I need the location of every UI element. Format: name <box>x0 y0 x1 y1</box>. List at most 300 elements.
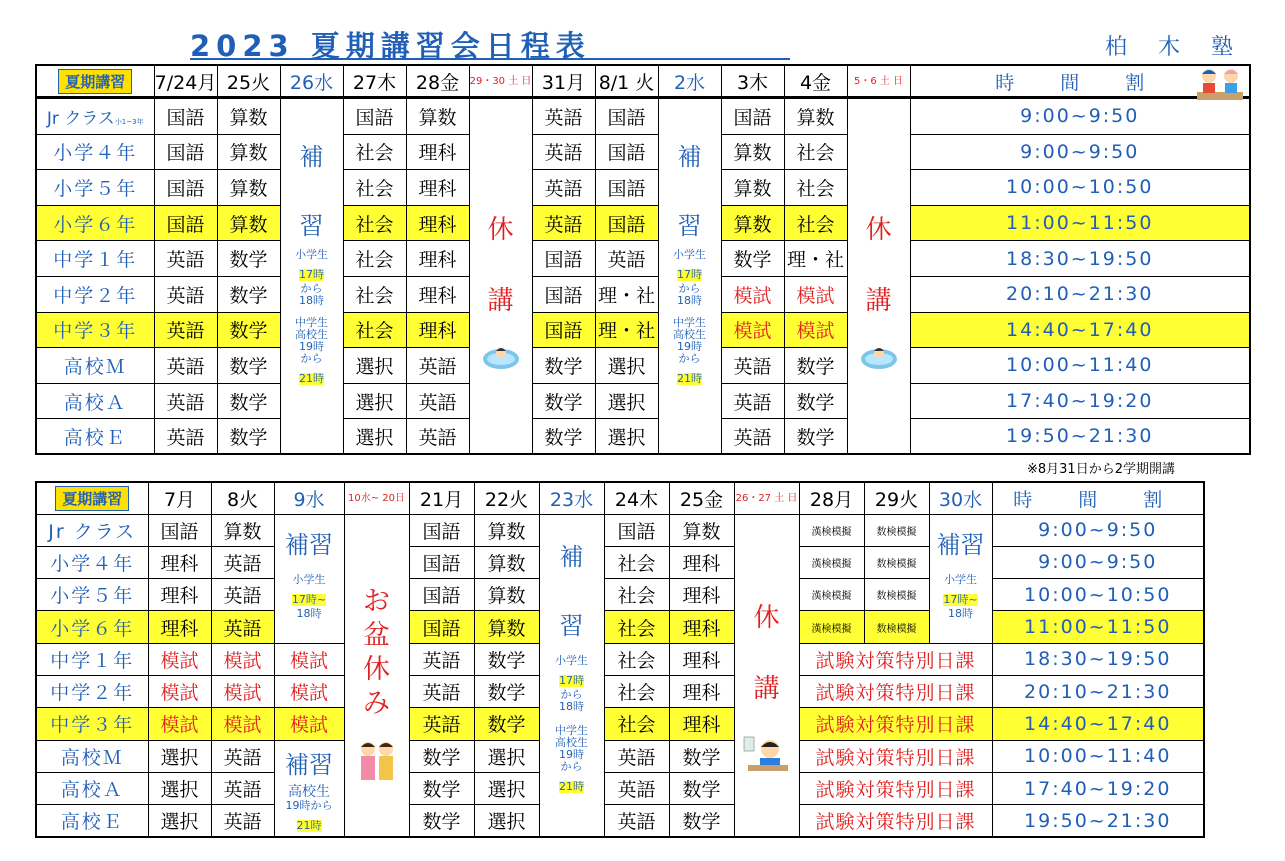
logo-cell <box>36 482 148 514</box>
subject-cell: 算数 <box>217 170 280 206</box>
subject-cell: 英語 <box>721 348 784 384</box>
timetable-header: 時 間 割 <box>992 482 1204 514</box>
subject-cell: 模試 <box>784 276 847 312</box>
table-row <box>36 708 1204 740</box>
time-slot: 18:30~19:50 <box>992 643 1204 675</box>
time-slot: 11:00~11:50 <box>910 205 1250 241</box>
header-date: 4金 <box>784 65 847 97</box>
subject-cell: 漢検模擬 <box>799 546 864 578</box>
subject-cell: 模試 <box>148 708 211 740</box>
subject-cell: 国語 <box>532 276 595 312</box>
kyuko-label: 休 <box>753 602 780 633</box>
subject-cell: 数検模擬 <box>864 514 929 546</box>
header-date: 28月 <box>799 482 864 514</box>
subject-cell: 英語 <box>211 611 274 643</box>
subject-cell: 社会 <box>604 546 669 578</box>
subject-cell: 選択 <box>595 383 658 419</box>
subject-cell: 選択 <box>343 348 406 384</box>
header-date: 25火 <box>217 65 280 97</box>
header-date: 5・6 土 日 <box>847 65 910 97</box>
subject-cell: 理科 <box>669 611 734 643</box>
high-note-line: 高校生 <box>288 783 330 800</box>
subject-cell: 選択 <box>343 383 406 419</box>
class-label: 中学２年 <box>36 276 154 312</box>
class-label: 小学６年 <box>36 611 148 643</box>
class-label: 高校Ａ <box>36 772 148 804</box>
table-row <box>36 170 1250 206</box>
time-slot: 11:00~11:50 <box>992 611 1204 643</box>
kyuko-label: 講 <box>487 286 514 316</box>
kyuko-column-2 <box>847 99 910 455</box>
elem-note-line: 小学生 <box>292 572 326 586</box>
elem-note-line: 18時 <box>948 606 973 620</box>
time-slot: 20:10~21:30 <box>910 276 1250 312</box>
subject-cell: 模試 <box>211 643 274 675</box>
subject-cell: 数学 <box>217 419 280 455</box>
time-slot: 20:10~21:30 <box>992 675 1204 707</box>
high-note-line: から <box>560 759 583 773</box>
special-program: 試験対策特別日課 <box>799 643 992 675</box>
class-label: 小学５年 <box>36 579 148 611</box>
subject-cell: 模試 <box>274 708 344 740</box>
elem-note-line: 17時 <box>677 268 702 281</box>
subject-cell: 模試 <box>274 643 344 675</box>
subject-cell: 理科 <box>669 579 734 611</box>
subject-cell: 算数 <box>721 134 784 170</box>
header-date: 8/1 火 <box>595 65 658 97</box>
subject-cell: 英語 <box>211 805 274 837</box>
elem-note-line: から <box>300 282 323 295</box>
kyuko-column <box>469 99 532 455</box>
subject-cell: 社会 <box>784 134 847 170</box>
subject-cell: 社会 <box>343 205 406 241</box>
table-row <box>36 675 1204 707</box>
class-label: Jr クラス <box>36 514 148 546</box>
subject-cell: 選択 <box>343 419 406 455</box>
table-row <box>36 546 1204 578</box>
elem-note-line: 18時 <box>677 294 702 307</box>
yukata-children-icon <box>352 737 402 787</box>
subject-cell: 算数 <box>211 514 274 546</box>
time-slot: 10:00~11:40 <box>992 740 1204 772</box>
table-row <box>36 241 1250 277</box>
subject-cell: 英語 <box>154 312 217 348</box>
subject-cell: 数学 <box>669 772 734 804</box>
high-note-line: 19時 <box>559 747 584 761</box>
class-label: 中学１年 <box>36 241 154 277</box>
class-label: 高校Ｍ <box>36 348 154 384</box>
class-label-text: Jr クラス <box>46 108 115 129</box>
subject-cell: 数学 <box>217 241 280 277</box>
subject-cell: 英語 <box>532 99 595 135</box>
hoshu-column <box>280 99 343 455</box>
header-date: 7/24月 <box>154 65 217 97</box>
subject-cell: 英語 <box>154 276 217 312</box>
subject-cell: 数学 <box>217 312 280 348</box>
subject-cell: 理・社 <box>784 241 847 277</box>
table-row <box>36 514 1204 546</box>
table-row <box>36 611 1204 643</box>
subject-cell: 選択 <box>474 772 539 804</box>
time-slot: 18:30~19:50 <box>910 241 1250 277</box>
subject-cell: 英語 <box>211 546 274 578</box>
school-name: 柏 木 塾 <box>1105 35 1245 60</box>
table-row <box>36 579 1204 611</box>
subject-cell: 数学 <box>532 348 595 384</box>
subject-cell: 社会 <box>604 675 669 707</box>
obon-char: み <box>363 687 390 719</box>
subject-cell: 数検模擬 <box>864 579 929 611</box>
subject-cell: 英語 <box>154 419 217 455</box>
kids-icon <box>1195 66 1245 102</box>
subject-cell: 模試 <box>148 675 211 707</box>
time-slot: 19:50~21:30 <box>992 805 1204 837</box>
class-sublabel: 小1~3年 <box>114 117 144 126</box>
subject-cell: 社会 <box>784 170 847 206</box>
subject-cell: 数学 <box>784 383 847 419</box>
subject-cell: 模試 <box>721 312 784 348</box>
subject-cell: 社会 <box>343 170 406 206</box>
subject-cell: 理科 <box>669 546 734 578</box>
high-note-line: 中学生 <box>673 316 706 329</box>
header-date: 27木 <box>343 65 406 97</box>
high-note-line: 中学生 <box>295 316 328 329</box>
high-note-line: 19時 <box>677 340 702 353</box>
elem-note-line: 17時~ <box>291 592 327 606</box>
time-slot: 9:00~9:50 <box>910 99 1250 135</box>
header-date: 8火 <box>211 482 274 514</box>
school-start-note: ※8月31日から2学期開講 <box>1027 462 1175 477</box>
subject-cell: 国語 <box>595 99 658 135</box>
subject-cell: 英語 <box>595 241 658 277</box>
special-program: 試験対策特別日課 <box>799 675 992 707</box>
subject-cell: 国語 <box>409 611 474 643</box>
subject-cell: 国語 <box>154 134 217 170</box>
kyuko-label: 講 <box>865 286 892 316</box>
table-row <box>36 99 1250 135</box>
header-date: 21月 <box>409 482 474 514</box>
subject-cell: 英語 <box>532 170 595 206</box>
table-row <box>36 740 1204 772</box>
elem-note-line: 17時 <box>299 268 324 281</box>
subject-cell: 数検模擬 <box>864 546 929 578</box>
elem-note-line: 18時 <box>559 699 584 713</box>
table-row <box>36 383 1250 419</box>
elem-note-line: 17時~ <box>943 592 978 606</box>
kyuko-label: 休 <box>487 215 514 245</box>
subject-cell: 算数 <box>474 546 539 578</box>
elem-note-line: から <box>678 282 701 295</box>
table-row <box>36 419 1250 455</box>
subject-cell: 英語 <box>154 241 217 277</box>
subject-cell: 算数 <box>721 205 784 241</box>
class-label: 高校Ｅ <box>36 805 148 837</box>
subject-cell: 国語 <box>154 170 217 206</box>
time-slot: 9:00~9:50 <box>992 514 1204 546</box>
subject-cell: 英語 <box>406 419 469 455</box>
special-program: 試験対策特別日課 <box>799 772 992 804</box>
kyuko-label: 休 <box>865 215 892 245</box>
subject-cell: 数学 <box>784 419 847 455</box>
table-row <box>36 134 1250 170</box>
logo-cell <box>36 65 154 97</box>
subject-cell: 英語 <box>211 579 274 611</box>
class-label: 高校Ｍ <box>36 740 148 772</box>
high-note-line: 高校生 <box>673 328 706 341</box>
subject-cell: 英語 <box>211 772 274 804</box>
subject-cell: 数学 <box>532 383 595 419</box>
hoshu-label: 習 <box>299 212 324 240</box>
hoshu-label: 補習 <box>285 750 333 779</box>
time-slot: 17:40~19:20 <box>910 383 1250 419</box>
subject-cell: 社会 <box>343 241 406 277</box>
kyuko-label: 講 <box>753 673 780 704</box>
obon-char: お <box>363 585 390 617</box>
special-program: 試験対策特別日課 <box>799 740 992 772</box>
subject-cell: 数学 <box>409 740 474 772</box>
hoshu-label: 補習 <box>936 530 985 559</box>
high-note-line: 19時から <box>285 798 333 812</box>
subject-cell: 数学 <box>474 708 539 740</box>
summer-course-logo: 夏期講習 <box>55 486 129 511</box>
header-date: 23水 <box>539 482 604 514</box>
header-date: 9水 <box>274 482 344 514</box>
pool-icon <box>859 341 899 371</box>
elem-note-line: 小学生 <box>555 653 588 667</box>
subject-cell: 理科 <box>406 276 469 312</box>
elem-note-line: 17時 <box>559 673 584 687</box>
subject-cell: 数学 <box>217 348 280 384</box>
elem-note-line: 小学生 <box>295 248 328 261</box>
table-row <box>36 643 1204 675</box>
class-label: 中学２年 <box>36 675 148 707</box>
subject-cell: 数学 <box>217 276 280 312</box>
class-label: 中学３年 <box>36 312 154 348</box>
class-label <box>36 99 154 135</box>
subject-cell: 理科 <box>406 205 469 241</box>
high-note-line: 21時 <box>559 779 584 793</box>
time-slot: 9:00~9:50 <box>992 546 1204 578</box>
hoshu-column-2 <box>539 514 604 837</box>
hoshu-column <box>274 514 344 643</box>
elem-note-line: 小学生 <box>944 572 977 586</box>
subject-cell: 数学 <box>669 740 734 772</box>
subject-cell: 英語 <box>409 708 474 740</box>
subject-cell: 数検模擬 <box>864 611 929 643</box>
subject-cell: 理科 <box>406 170 469 206</box>
time-slot: 10:00~10:50 <box>910 170 1250 206</box>
summer-course-logo: 夏期講習 <box>58 69 132 94</box>
elem-note-line: 小学生 <box>673 248 706 261</box>
subject-cell: 数学 <box>409 772 474 804</box>
subject-cell: 国語 <box>343 99 406 135</box>
header-date: 29・30 土 日 <box>469 65 532 97</box>
subject-cell: 国語 <box>148 514 211 546</box>
subject-cell: 漢検模擬 <box>799 514 864 546</box>
subject-cell: 理科 <box>406 312 469 348</box>
subject-cell: 模試 <box>148 643 211 675</box>
header-date: 28金 <box>406 65 469 97</box>
schedule-table-august <box>35 481 1205 838</box>
class-label: 高校Ｅ <box>36 419 154 455</box>
subject-cell: 数学 <box>532 419 595 455</box>
subject-cell: 算数 <box>784 99 847 135</box>
subject-cell: 国語 <box>595 205 658 241</box>
obon-column <box>344 514 409 837</box>
subject-cell: 国語 <box>532 312 595 348</box>
subject-cell: 理科 <box>406 134 469 170</box>
high-note-line: から <box>300 352 323 365</box>
page-title: 2023 夏期講習会日程表 <box>190 24 790 62</box>
subject-cell: 漢検模擬 <box>799 579 864 611</box>
class-label: 中学１年 <box>36 643 148 675</box>
subject-cell: 理科 <box>148 546 211 578</box>
subject-cell: 国語 <box>409 546 474 578</box>
header-date: 31月 <box>532 65 595 97</box>
subject-cell: 数学 <box>669 805 734 837</box>
table-row <box>36 312 1250 348</box>
subject-cell: 国語 <box>409 579 474 611</box>
subject-cell: 英語 <box>406 348 469 384</box>
hoshu-column-2 <box>658 99 721 455</box>
header-date: 25金 <box>669 482 734 514</box>
class-label: 小学５年 <box>36 170 154 206</box>
subject-cell: 国語 <box>532 241 595 277</box>
elem-note-line: 18時 <box>299 294 324 307</box>
subject-cell: 理科 <box>406 241 469 277</box>
subject-cell: 選択 <box>474 805 539 837</box>
kyuko-column <box>734 514 799 837</box>
time-slot: 14:40~17:40 <box>992 708 1204 740</box>
subject-cell: 理科 <box>669 643 734 675</box>
pool-icon <box>481 341 521 371</box>
subject-cell: 英語 <box>721 419 784 455</box>
subject-cell: 英語 <box>604 805 669 837</box>
subject-cell: 模試 <box>274 675 344 707</box>
subject-cell: 社会 <box>604 708 669 740</box>
subject-cell: 模試 <box>211 675 274 707</box>
high-note-line: 高校生 <box>555 735 588 749</box>
header-date: 29火 <box>864 482 929 514</box>
class-label: 小学４年 <box>36 546 148 578</box>
hoshu-label: 習 <box>677 212 702 240</box>
obon-char: 盆 <box>363 619 390 651</box>
time-slot: 9:00~9:50 <box>910 134 1250 170</box>
time-slot: 17:40~19:20 <box>992 772 1204 804</box>
obon-char: 休 <box>363 653 390 685</box>
subject-cell: 国語 <box>154 205 217 241</box>
subject-cell: 社会 <box>604 643 669 675</box>
hoshu-label: 補 <box>299 143 324 171</box>
time-slot: 10:00~11:40 <box>910 348 1250 384</box>
hoshu-column-high <box>274 740 344 837</box>
subject-cell: 選択 <box>148 740 211 772</box>
subject-cell: 算数 <box>474 611 539 643</box>
subject-cell: 社会 <box>784 205 847 241</box>
subject-cell: 模試 <box>211 708 274 740</box>
class-label: 小学６年 <box>36 205 154 241</box>
subject-cell: 英語 <box>604 740 669 772</box>
header-date: 3木 <box>721 65 784 97</box>
hoshu-label: 習 <box>559 611 584 640</box>
subject-cell: 理・社 <box>595 312 658 348</box>
header-date: 22火 <box>474 482 539 514</box>
subject-cell: 算数 <box>474 514 539 546</box>
table-row <box>36 276 1250 312</box>
elem-note-line: から <box>560 687 583 701</box>
header-row <box>36 65 1250 97</box>
subject-cell: 数学 <box>217 383 280 419</box>
high-note-line: 21時 <box>296 818 322 832</box>
time-slot: 19:50~21:30 <box>910 419 1250 455</box>
subject-cell: 算数 <box>721 170 784 206</box>
subject-cell: 理・社 <box>595 276 658 312</box>
subject-cell: 選択 <box>474 740 539 772</box>
header-date: 26・27 土 日 <box>734 482 799 514</box>
special-program: 試験対策特別日課 <box>799 708 992 740</box>
class-label: 中学３年 <box>36 708 148 740</box>
hoshu-label: 補 <box>677 143 702 171</box>
subject-cell: 英語 <box>409 643 474 675</box>
subject-cell: 国語 <box>409 514 474 546</box>
table-row <box>36 348 1250 384</box>
subject-cell: 英語 <box>604 772 669 804</box>
subject-cell: 選択 <box>148 805 211 837</box>
subject-cell: 社会 <box>343 276 406 312</box>
subject-cell: 理科 <box>148 579 211 611</box>
studying-child-icon <box>742 735 792 775</box>
subject-cell: 算数 <box>669 514 734 546</box>
subject-cell: 数学 <box>784 348 847 384</box>
header-date: 24木 <box>604 482 669 514</box>
schedule-table-july-august <box>35 64 1251 98</box>
subject-cell: 漢検模擬 <box>799 611 864 643</box>
header-date: 10水~ 20日 <box>344 482 409 514</box>
hoshu-label: 補習 <box>285 530 333 559</box>
table-row <box>36 805 1204 837</box>
subject-cell: 英語 <box>532 205 595 241</box>
class-label: 高校Ａ <box>36 383 154 419</box>
hoshu-column-3 <box>929 514 992 643</box>
high-note-line: 中学生 <box>555 723 588 737</box>
subject-cell: 算数 <box>217 99 280 135</box>
subject-cell: 理科 <box>148 611 211 643</box>
subject-cell: 選択 <box>595 419 658 455</box>
subject-cell: 国語 <box>595 170 658 206</box>
subject-cell: 理科 <box>669 708 734 740</box>
subject-cell: 数学 <box>721 241 784 277</box>
subject-cell: 社会 <box>343 134 406 170</box>
subject-cell: 国語 <box>595 134 658 170</box>
subject-cell: 選択 <box>595 348 658 384</box>
subject-cell: 理科 <box>669 675 734 707</box>
high-note-line: 21時 <box>299 372 324 385</box>
high-note-line: 高校生 <box>295 328 328 341</box>
high-note-line: 19時 <box>299 340 324 353</box>
subject-cell: 模試 <box>784 312 847 348</box>
time-slot: 10:00~10:50 <box>992 579 1204 611</box>
subject-cell: 英語 <box>721 383 784 419</box>
header-row <box>36 482 1204 514</box>
header-date: 7月 <box>148 482 211 514</box>
class-label: 小学４年 <box>36 134 154 170</box>
subject-cell: 模試 <box>721 276 784 312</box>
subject-cell: 数学 <box>474 675 539 707</box>
header-date: 26水 <box>280 65 343 97</box>
subject-cell: 社会 <box>343 312 406 348</box>
subject-cell: 英語 <box>154 383 217 419</box>
subject-cell: 社会 <box>604 611 669 643</box>
